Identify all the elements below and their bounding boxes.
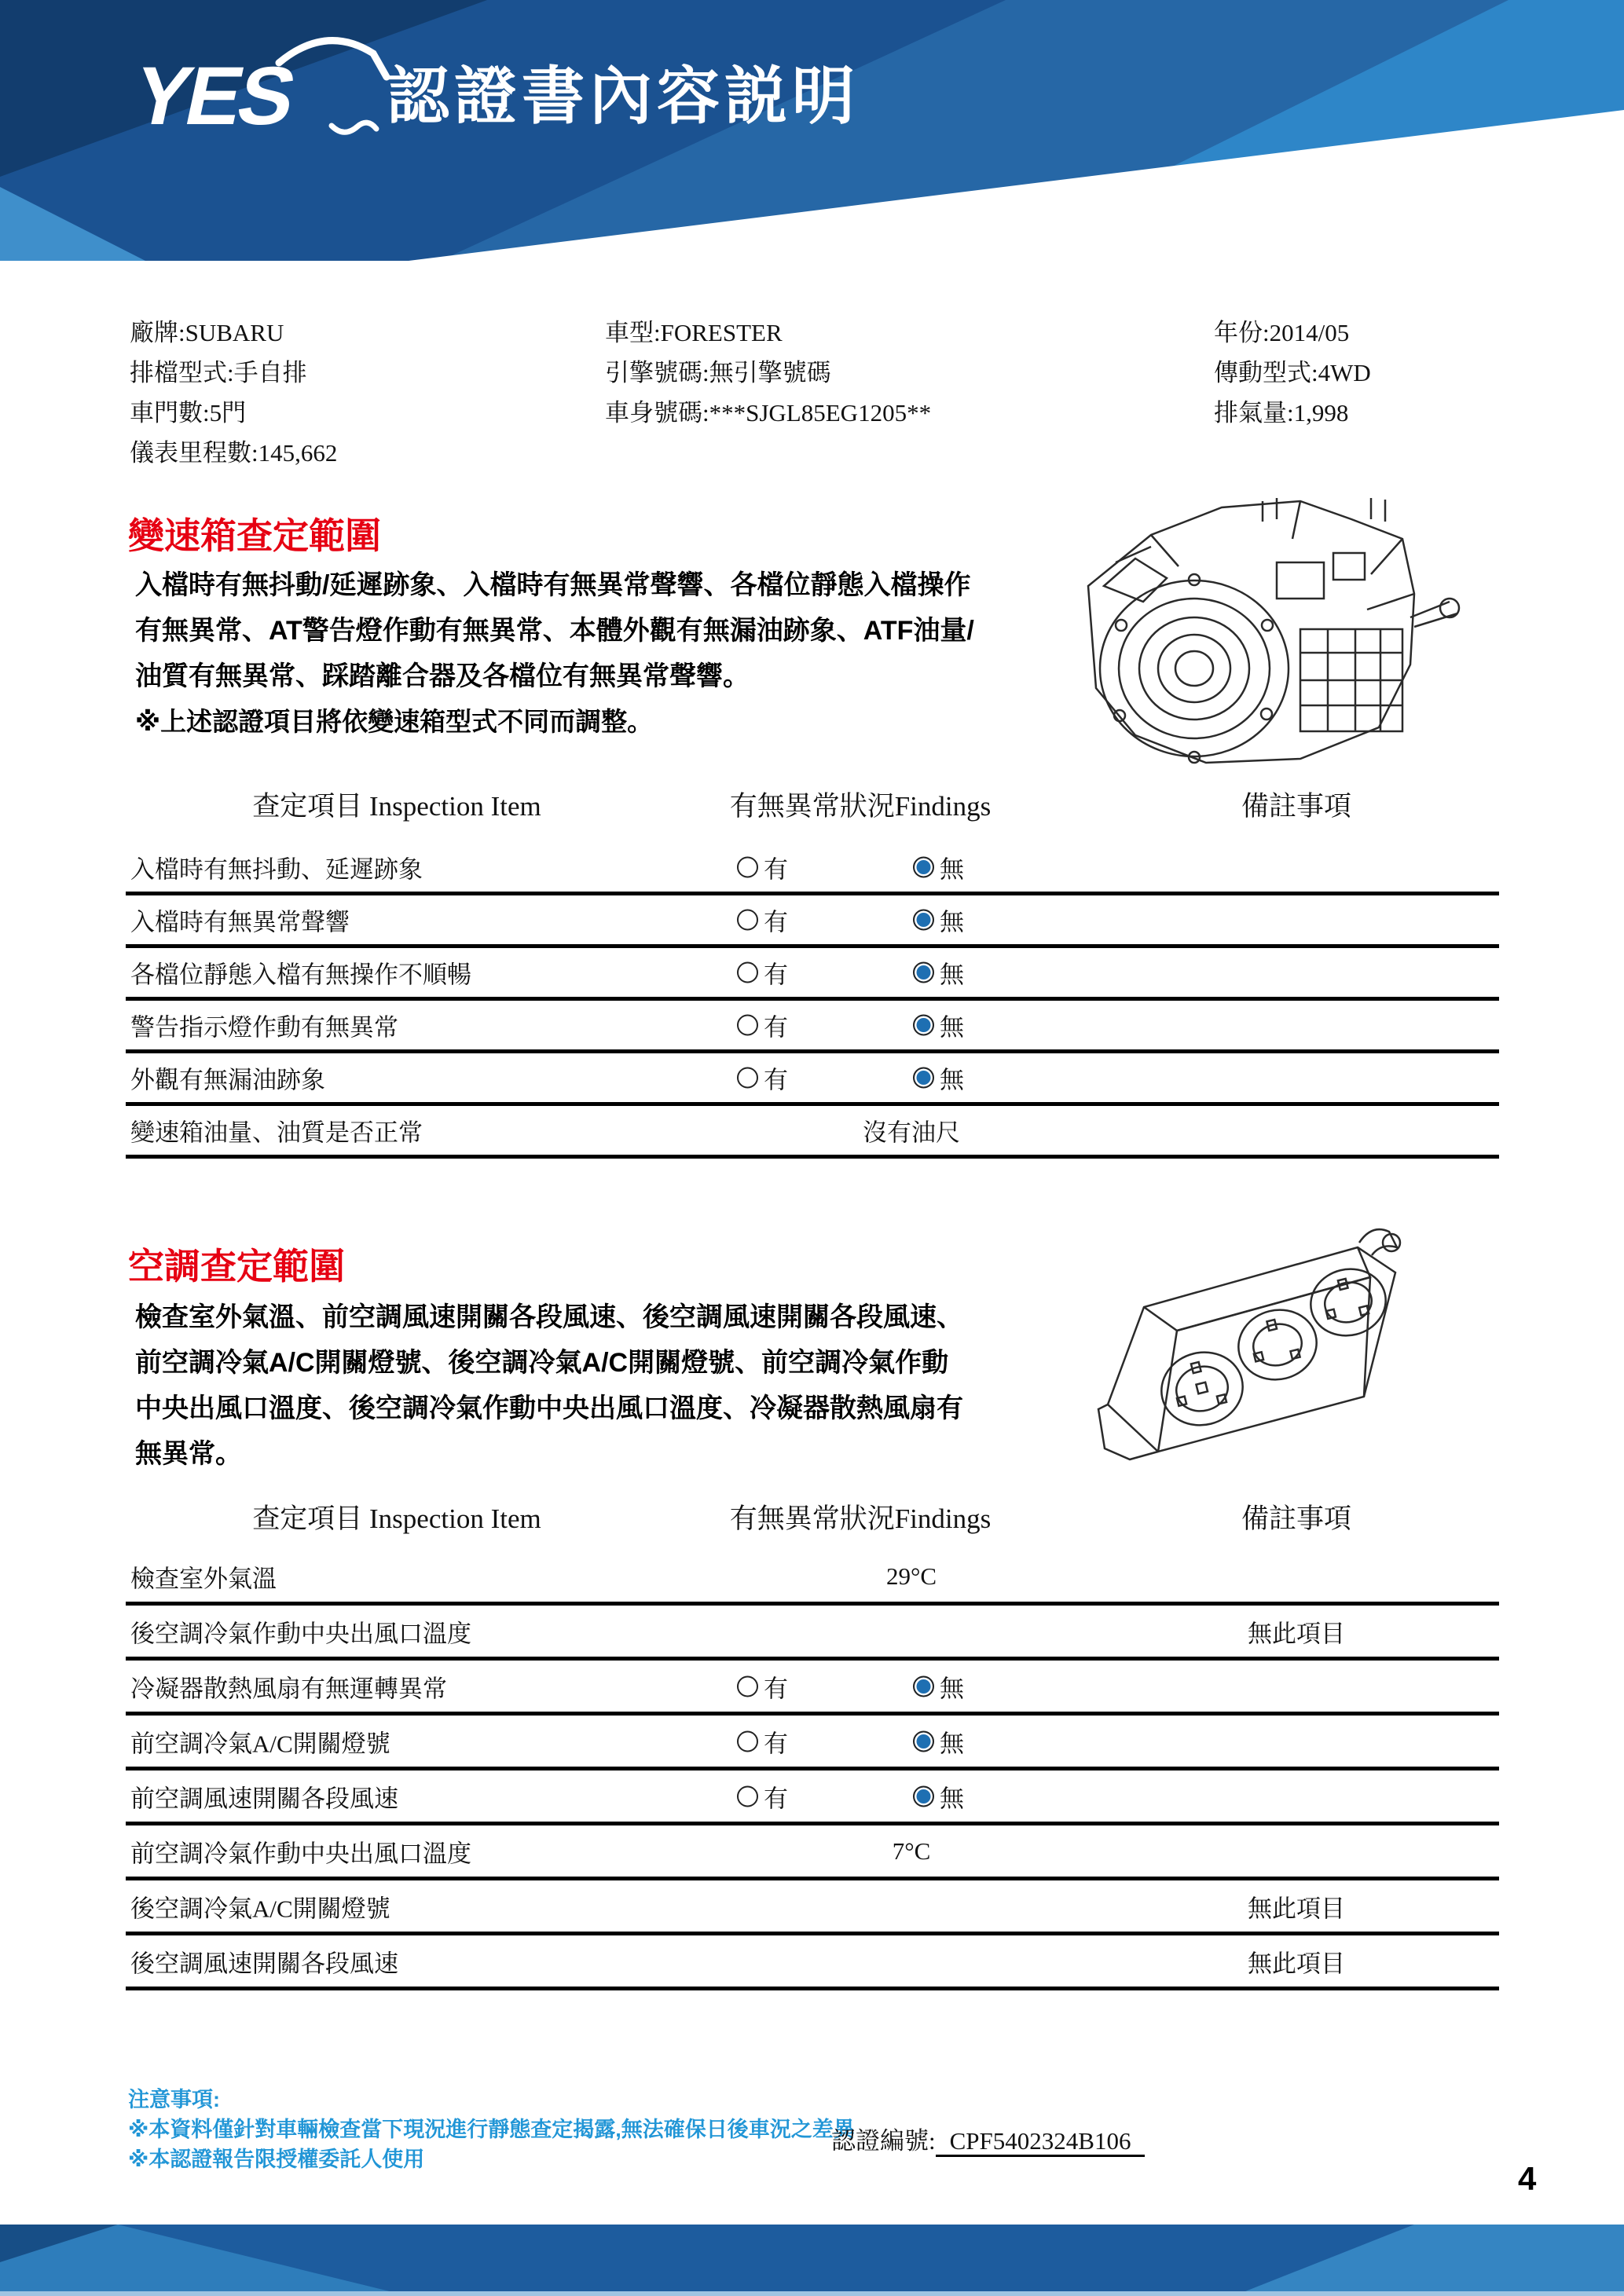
inspection-item-label: 冷凝器散熱風扇有無運轉異常 bbox=[130, 1675, 447, 1702]
vehicle-displacement: 排氣量:1,998 bbox=[1214, 399, 1349, 427]
col-header-findings: 有無異常狀況Findings bbox=[729, 791, 992, 822]
note-line: ※本認證報告限授權委託人使用 bbox=[128, 2148, 425, 2171]
remark-value: 無此項目 bbox=[1248, 1895, 1345, 1922]
vehicle-drive-type: 傳動型式:4WD bbox=[1214, 359, 1371, 386]
inspection-item-label: 檢查室外氣溫 bbox=[130, 1565, 277, 1592]
table-row bbox=[126, 895, 1499, 948]
vehicle-gearbox-type: 排檔型式:手自排 bbox=[130, 359, 307, 386]
radio-yes-icon bbox=[737, 1675, 758, 1697]
radio-option-no bbox=[913, 903, 964, 938]
remark-value: 無此項目 bbox=[1248, 1620, 1345, 1647]
radio-yes-icon bbox=[737, 910, 758, 931]
vehicle-engine-number: 引擎號碼:無引擎號碼 bbox=[605, 359, 831, 386]
radio-label: 無 bbox=[940, 1785, 964, 1812]
table-row bbox=[126, 948, 1499, 1001]
transmission-inspection-table bbox=[126, 774, 1499, 1159]
vehicle-mileage: 儀表里程數:145,662 bbox=[130, 439, 338, 467]
aircon-inspection-table bbox=[126, 1486, 1499, 1990]
radio-option-yes bbox=[737, 1008, 788, 1043]
table-row bbox=[126, 843, 1499, 895]
col-header-findings: 有無異常狀況Findings bbox=[729, 1503, 992, 1534]
col-header-remark: 備註事項 bbox=[1241, 1503, 1351, 1534]
col-header-item: 查定項目 Inspection Item bbox=[252, 791, 541, 822]
inspection-item-label: 外觀有無漏油跡象 bbox=[130, 1066, 325, 1094]
finding-value: 29°C bbox=[885, 1562, 937, 1590]
page-title: 認證書內容説明 bbox=[387, 61, 860, 131]
radio-yes-icon bbox=[737, 857, 758, 878]
col-header-remark: 備註事項 bbox=[1241, 791, 1351, 822]
footer-band bbox=[0, 2225, 1624, 2296]
section-desc-transmission bbox=[135, 562, 974, 745]
radio-option-yes bbox=[737, 1723, 788, 1759]
vehicle-info-col-1 bbox=[130, 313, 337, 473]
finding-value: 7°C bbox=[892, 1836, 931, 1865]
desc-line: 油質有無異常、踩踏離合器及各檔位有無異常聲響。 bbox=[135, 661, 750, 691]
yes-logo bbox=[126, 31, 409, 149]
radio-label: 有 bbox=[764, 1013, 788, 1042]
vehicle-brand: 廠牌:SUBARU bbox=[130, 319, 284, 346]
desc-line: 入檔時有無抖動/延遲跡象、入檔時有無異常聲響、各檔位靜態入檔操作 bbox=[135, 570, 971, 600]
radio-option-yes bbox=[737, 955, 788, 991]
col-header-item: 查定項目 Inspection Item bbox=[252, 1503, 541, 1534]
table-row bbox=[126, 1935, 1499, 1990]
table-row bbox=[126, 1880, 1499, 1935]
certificate-number-value: CPF5402324B106 bbox=[936, 2127, 1146, 2157]
radio-no-icon bbox=[913, 1785, 934, 1807]
remark-value: 無此項目 bbox=[1248, 1950, 1345, 1977]
radio-yes-icon bbox=[737, 1015, 758, 1036]
radio-yes-icon bbox=[737, 962, 758, 983]
table-row bbox=[126, 1106, 1499, 1159]
radio-label: 無 bbox=[940, 1013, 964, 1042]
notes-title: 注意事項: bbox=[128, 2088, 220, 2111]
section-note-transmission: ※上述認證項目將依變速箱型式不同而調整。 bbox=[135, 707, 654, 736]
vehicle-body-number: 車身號碼:***SJGL85EG1205** bbox=[605, 399, 932, 427]
section-title-aircon: 空調查定範圍 bbox=[128, 1246, 345, 1287]
radio-no-icon bbox=[913, 1675, 934, 1697]
radio-option-yes bbox=[737, 1778, 788, 1814]
radio-label: 有 bbox=[764, 1675, 788, 1702]
radio-option-yes bbox=[737, 903, 788, 938]
table-row bbox=[126, 1661, 1499, 1716]
note-line: ※本資料僅針對車輛檢查當下現況進行靜態查定揭露,無法確保日後車況之差異 bbox=[128, 2118, 855, 2141]
inspection-item-label: 前空調冷氣作動中央出風口溫度 bbox=[130, 1840, 471, 1867]
desc-line: 無異常。 bbox=[135, 1439, 242, 1469]
table-row bbox=[126, 1606, 1499, 1661]
radio-label: 有 bbox=[764, 961, 788, 989]
vehicle-info-col-3 bbox=[1214, 313, 1371, 433]
section-desc-aircon bbox=[135, 1294, 963, 1477]
radio-yes-icon bbox=[737, 1785, 758, 1807]
radio-label: 無 bbox=[940, 961, 964, 989]
radio-label: 有 bbox=[764, 908, 788, 936]
radio-option-yes bbox=[737, 1060, 788, 1096]
inspection-item-label: 後空調冷氣A/C開關燈號 bbox=[130, 1895, 390, 1922]
vehicle-door-count: 車門數:5門 bbox=[130, 399, 247, 427]
table-row bbox=[126, 1551, 1499, 1606]
ac-control-illustration bbox=[1083, 1207, 1424, 1474]
radio-option-yes bbox=[737, 1668, 788, 1704]
vehicle-info-col-2 bbox=[605, 313, 931, 433]
table-header-row bbox=[126, 1486, 1499, 1551]
vehicle-year: 年份:2014/05 bbox=[1214, 319, 1350, 346]
radio-yes-icon bbox=[737, 1067, 758, 1089]
page-header bbox=[0, 0, 1624, 261]
radio-option-no bbox=[913, 1723, 964, 1759]
transmission-illustration bbox=[1041, 492, 1469, 774]
radio-no-icon bbox=[913, 910, 934, 931]
radio-option-no bbox=[913, 1778, 964, 1814]
radio-label: 有 bbox=[764, 1066, 788, 1094]
finding-value: 沒有油尺 bbox=[863, 1119, 960, 1147]
certificate-number bbox=[831, 2121, 1145, 2156]
yes-logo-text: YES bbox=[126, 50, 301, 142]
desc-line: 前空調冷氣A/C開關燈號、後空調冷氣A/C開關燈號、前空調冷氣作動 bbox=[135, 1348, 949, 1378]
table-row bbox=[126, 1053, 1499, 1106]
radio-option-no bbox=[913, 850, 964, 885]
inspection-item-label: 後空調冷氣作動中央出風口溫度 bbox=[130, 1620, 471, 1647]
radio-label: 有 bbox=[764, 855, 788, 884]
section-title-transmission: 變速箱查定範圍 bbox=[128, 515, 381, 556]
radio-yes-icon bbox=[737, 1730, 758, 1752]
car-tail-wave-icon bbox=[332, 123, 376, 132]
table-header-row bbox=[126, 774, 1499, 843]
radio-label: 無 bbox=[940, 1675, 964, 1702]
vehicle-model: 車型:FORESTER bbox=[605, 319, 783, 346]
radio-label: 有 bbox=[764, 1785, 788, 1812]
inspection-item-label: 變速箱油量、油質是否正常 bbox=[130, 1119, 423, 1147]
inspection-item-label: 入檔時有無異常聲響 bbox=[130, 908, 350, 936]
table-row bbox=[126, 1771, 1499, 1825]
inspection-item-label: 後空調風速開關各段風速 bbox=[130, 1950, 398, 1977]
radio-label: 有 bbox=[764, 1730, 788, 1757]
desc-line: 中央出風口溫度、後空調冷氣作動中央出風口溫度、冷凝器散熱風扇有 bbox=[135, 1393, 963, 1423]
radio-label: 無 bbox=[940, 855, 964, 884]
certificate-number-label: 認證編號: bbox=[831, 2127, 936, 2155]
radio-no-icon bbox=[913, 1067, 934, 1089]
inspection-item-label: 警告指示燈作動有無異常 bbox=[130, 1013, 398, 1042]
table-row bbox=[126, 1001, 1499, 1053]
inspection-item-label: 前空調風速開關各段風速 bbox=[130, 1785, 398, 1812]
footer-notes bbox=[128, 2085, 855, 2174]
radio-label: 無 bbox=[940, 908, 964, 936]
radio-option-no bbox=[913, 1668, 964, 1704]
radio-label: 無 bbox=[940, 1730, 964, 1757]
desc-line: 檢查室外氣溫、前空調風速開關各段風速、後空調風速開關各段風速、 bbox=[135, 1302, 963, 1332]
radio-no-icon bbox=[913, 1730, 934, 1752]
table-row bbox=[126, 1716, 1499, 1771]
radio-no-icon bbox=[913, 857, 934, 878]
radio-option-yes bbox=[737, 850, 788, 885]
desc-line: 有無異常、AT警告燈作動有無異常、本體外觀有無漏油跡象、ATF油量/ bbox=[135, 616, 974, 646]
radio-option-no bbox=[913, 955, 964, 991]
radio-option-no bbox=[913, 1060, 964, 1096]
table-row bbox=[126, 1825, 1499, 1880]
page-number: 4 bbox=[1518, 2160, 1537, 2197]
radio-no-icon bbox=[913, 962, 934, 983]
inspection-item-label: 前空調冷氣A/C開關燈號 bbox=[130, 1730, 390, 1757]
inspection-item-label: 入檔時有無抖動、延遲跡象 bbox=[130, 855, 423, 884]
inspection-item-label: 各檔位靜態入檔有無操作不順暢 bbox=[130, 961, 471, 989]
radio-option-no bbox=[913, 1008, 964, 1043]
radio-label: 無 bbox=[940, 1066, 964, 1094]
radio-no-icon bbox=[913, 1015, 934, 1036]
